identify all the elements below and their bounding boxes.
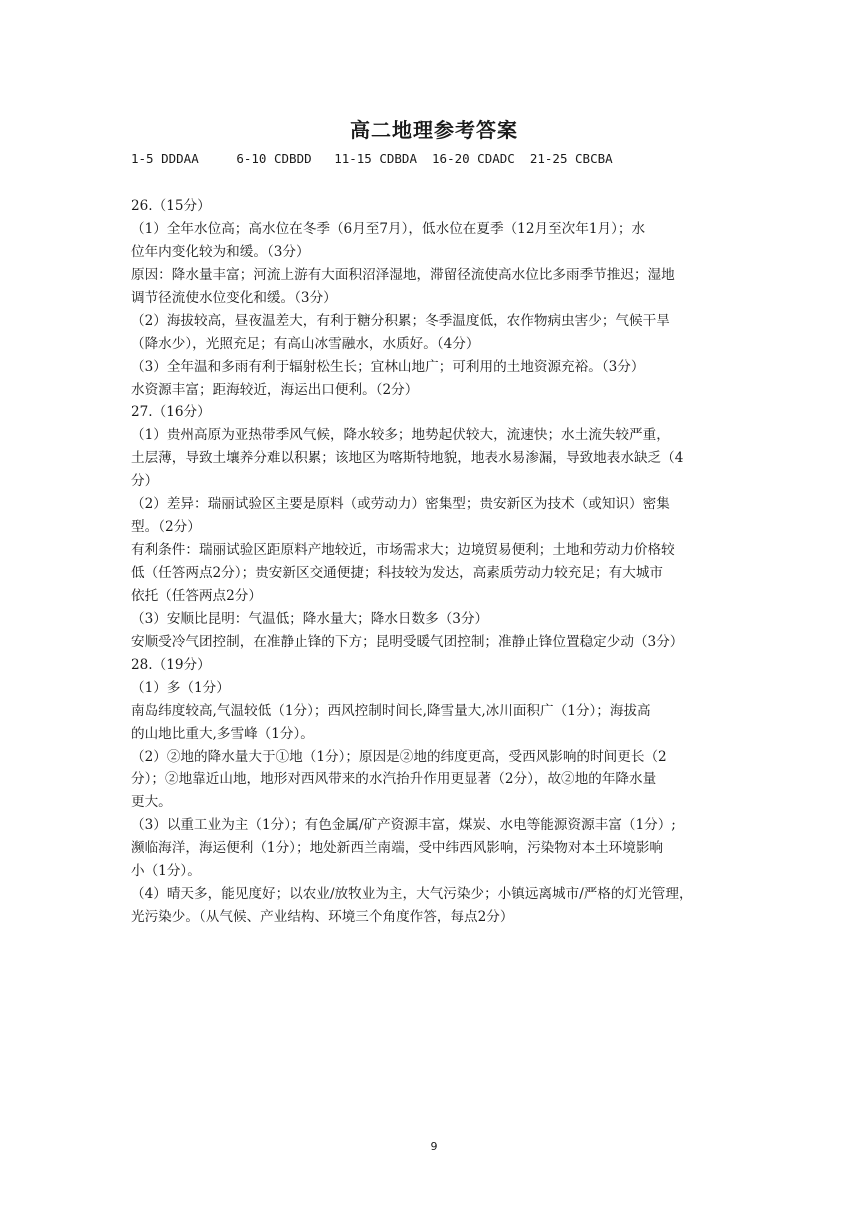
text-line: 28.（19分） [131,656,211,673]
text-line: （1）贵州高原为亚热带季风气候，降水较多；地势起伏较大，流速快；水土流失较严重， [131,427,670,444]
text-line: （4）晴天多，能见度好；以农业/放牧业为主，大气污染少；小镇远离城市/严格的灯光管理， [131,886,693,903]
text-line: 更大。 [131,794,172,811]
document-title: 高二地理参考答案 [350,118,518,142]
text-line: （1）全年水位高；高水位在冬季（6月至7月），低水位在夏季（12月至次年1月）；水 [131,220,646,237]
text-line: （2）海拔较高，昼夜温差大，有利于糖分积累；冬季温度低，农作物病虫害少；气候干旱 [131,312,670,329]
text-line: （2）②地的降水量大于①地（1分）；原因是②地的纬度更高，受西风影响的时间更长（2 [131,748,667,765]
text-line: 分）；②地靠近山地，地形对西风带来的水汽抬升作用更显著（2分），故②地的年降水量 [131,771,657,788]
text-line: 有利条件：瑞丽试验区距原料产地较近，市场需求大；边境贸易便利；土地和劳动力价格较 [131,542,675,559]
text-line: 调节径流使水位变化和缓。（3分） [131,289,337,306]
text-line: 依托（任答两点2分） [131,587,262,604]
text-line: 原因：降水量丰富；河流上游有大面积沼泽湿地，滞留径流使高水位比多雨季节推迟；湿地 [131,266,675,283]
text-line: （1）多（1分） [131,679,230,696]
text-line: （3）以重工业为主（1分）；有色金属/矿产资源丰富，煤炭、水电等能源资源丰富（1分）; [131,817,676,834]
text-line: 土层薄，导致土壤养分难以积累；该地区为喀斯特地貌，地表水易渗漏，导致地表水缺乏（4 [131,450,684,467]
answer-content [131,195,743,929]
text-line: 低（任答两点2分）；贵安新区交通便捷；科技较为发达，高素质劳动力较充足；有大城市 [131,565,664,581]
text-line: 安顺受冷气团控制，在准静止锋的下方；昆明受暖气团控制；准静止锋位置稳定少动（3分） [131,633,684,650]
text-line: （2）差异：瑞丽试验区主要是原料（或劳动力）密集型；贵安新区为技术（或知识）密集 [131,496,670,513]
text-line: 小（1分）。 [131,863,201,880]
text-line: 分） [131,473,159,490]
multiple-choice-answers: 1-5 DDDAA 6-10 CDBDD 11-15 CDBDA 16-20 CDADC 21-25 CBCBA [131,151,613,166]
page-number: 9 [430,1140,438,1153]
text-line: 27.（16分） [131,404,211,421]
text-line: 位年内变化较为和缓。（3分） [131,243,310,260]
text-line: 南岛纬度较高,气温较低（1分）；西风控制时间长,降雪量大,冰川面积广（1分）；海拔高 [131,702,651,719]
text-line: 的山地比重大,多雪峰（1分）。 [131,725,314,742]
text-line: 光污染少。（从气候、产业结构、环境三个角度作答，每点2分） [131,909,514,926]
text-line: 水资源丰富；距海较近，海运出口便利。（2分） [131,381,419,398]
text-line: （降水少），光照充足；有高山冰雪融水，水质好。（4分） [131,335,480,352]
text-line: （3）全年温和多雨有利于辐射松生长；宜林山地广；可利用的土地资源充裕。（3分） [131,358,645,375]
text-line: 濒临海洋，海运便利（1分）；地处新西兰南端，受中纬西风影响，污染物对本土环境影响 [131,840,664,857]
text-line: （3）安顺比昆明：气温低；降水量大；降水日数多（3分） [131,610,489,627]
text-line: 26.（15分） [131,198,211,214]
text-line: 型。（2分） [131,519,201,536]
